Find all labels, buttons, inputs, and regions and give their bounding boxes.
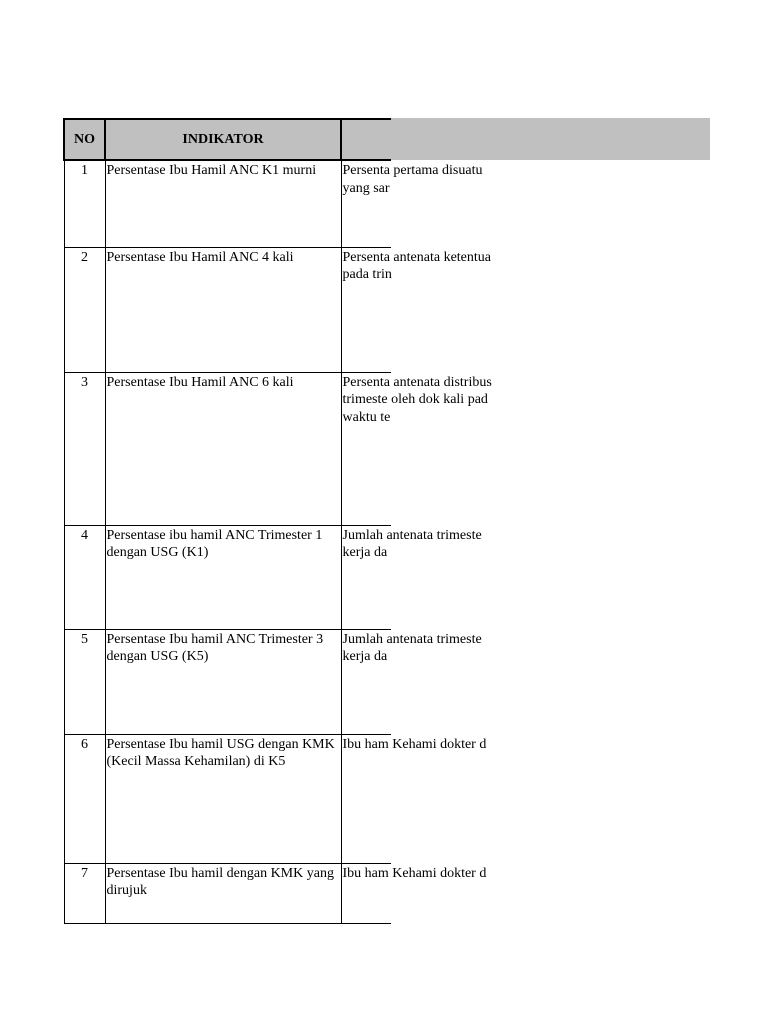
definisi-cell [341, 160, 483, 247]
definisi-text: Persenta antenata distribus trimeste oleh dok kali pad waktu te [342, 374, 492, 425]
row-number: 2 [64, 247, 105, 372]
header-definisi [341, 119, 391, 160]
definisi-text: Persenta antenata ketentua pada trin [342, 249, 491, 282]
indikator-cell: Persentase Ibu hamil dengan KMK yang dirujuk [105, 863, 341, 923]
spreadsheet-page [63, 118, 710, 904]
definisi-cell [341, 372, 492, 525]
table-row [64, 734, 391, 863]
table-row [64, 372, 391, 525]
row-number: 4 [64, 525, 105, 629]
definisi-cell [341, 734, 487, 863]
row-number: 5 [64, 629, 105, 734]
definisi-text: Persenta pertama disuatu yang sar [342, 163, 483, 196]
definisi-cell [341, 525, 482, 629]
table-row [64, 629, 391, 734]
table-row [64, 525, 391, 629]
row-number: 7 [64, 863, 105, 923]
definisi-text: Jumlah antenata trimeste kerja da [342, 527, 482, 560]
indikator-cell: Persentase Ibu Hamil ANC 6 kali [105, 372, 341, 525]
indikator-cell: Persentase Ibu Hamil ANC 4 kali [105, 247, 341, 372]
indikator-cell: Persentase Ibu hamil USG dengan KMK (Kecil Massa Kehamilan) di K5 [105, 734, 341, 863]
definisi-text: Ibu ham Kehami dokter d [342, 736, 487, 752]
header-no: NO [64, 119, 105, 160]
indicator-table [63, 118, 492, 924]
definisi-cell [341, 629, 482, 734]
table-row [64, 160, 391, 247]
table-row [64, 247, 391, 372]
indikator-cell: Persentase Ibu hamil ANC Trimester 3 dengan USG (K5) [105, 629, 341, 734]
definisi-cell [341, 247, 491, 372]
table-row [64, 863, 391, 923]
row-number: 1 [64, 160, 105, 247]
indikator-cell: Persentase ibu hamil ANC Trimester 1 dengan USG (K1) [105, 525, 341, 629]
indikator-cell: Persentase Ibu Hamil ANC K1 murni [105, 160, 341, 247]
header-row [64, 119, 391, 160]
definisi-cell [341, 863, 487, 923]
header-indikator: INDIKATOR [105, 119, 341, 160]
definisi-text: Jumlah antenata trimeste kerja da [342, 631, 482, 664]
row-number: 6 [64, 734, 105, 863]
row-number: 3 [64, 372, 105, 525]
definisi-text: Ibu ham Kehami dokter d [342, 865, 487, 881]
